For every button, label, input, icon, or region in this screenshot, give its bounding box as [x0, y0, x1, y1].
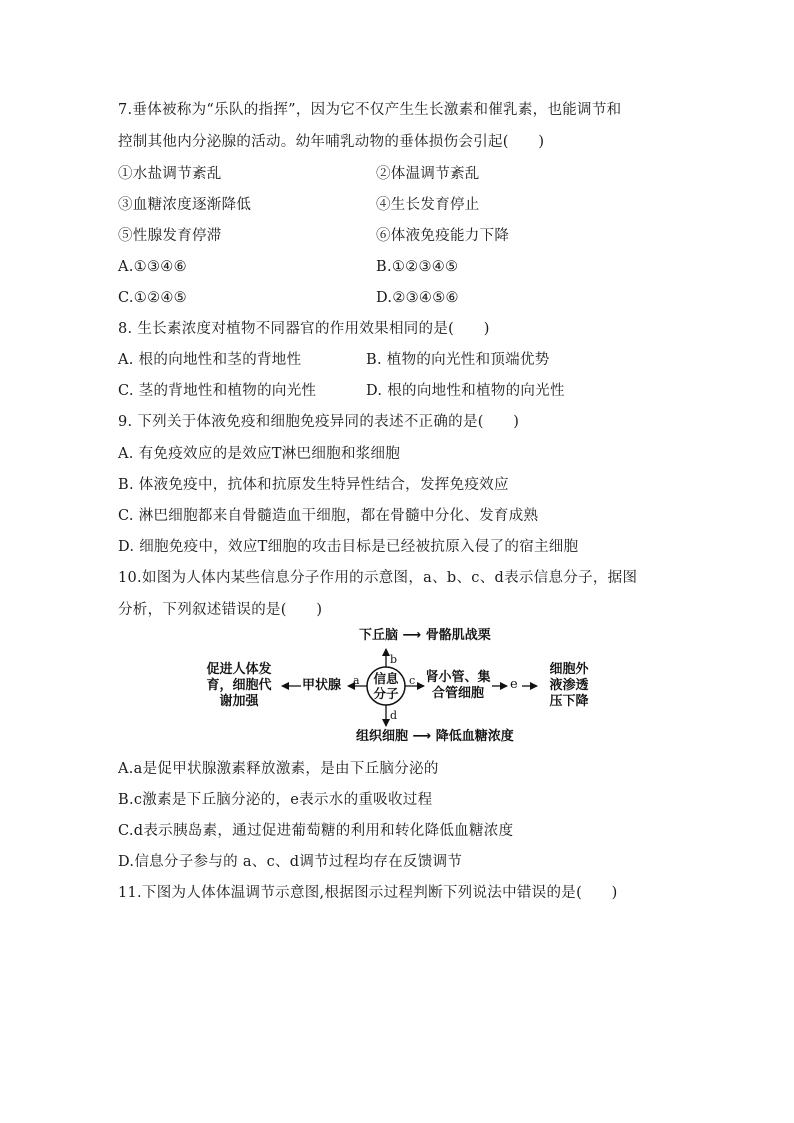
label-d: d	[390, 709, 398, 722]
q7-option-b: B.①②③④⑤	[376, 259, 459, 275]
q8-option-d: D. 根的向地性和植物的向光性	[366, 383, 565, 399]
q10-option-d: D.信息分子参与的 a、c、d调节过程均存在反馈调节	[118, 854, 463, 870]
q10-option-b: B.c激素是下丘脑分泌的，e表示水的重吸收过程	[118, 792, 433, 808]
label-e: e	[510, 677, 518, 692]
q7-item-4: ④生长发育停止	[376, 197, 480, 213]
q9-option-b: B. 体液免疫中，抗体和抗原发生特异性结合，发挥免疫效应	[118, 477, 509, 493]
q9-option-c: C. 淋巴细胞都来自骨髓造血干细胞，都在骨髓中分化、发育成熟	[118, 508, 539, 524]
q10-stem-line1: 10.如图为人体内某些信息分子作用的示意图，a、b、c、d表示信息分子，据图	[118, 570, 638, 586]
left-result-line2: 育，细胞代	[206, 678, 272, 693]
right-organ-line2: 合管细胞	[431, 686, 484, 701]
q11-stem: 11.下图为人体体温调节示意图,根据图示过程判断下列说法中错误的是( )	[118, 885, 618, 901]
thyroid-label: 甲状腺	[302, 678, 342, 693]
left-result-line3: 谢加强	[219, 694, 259, 709]
right-organ-line1: 肾小管、集	[425, 670, 491, 685]
q10-option-c: C.d表示胰岛素，通过促进葡萄糖的利用和转化降低血糖浓度	[118, 823, 514, 839]
q9-option-d: D. 细胞免疫中，效应T细胞的攻击目标是已经被抗原入侵了的宿主细胞	[118, 539, 579, 555]
q8-option-a: A. 根的向地性和茎的背地性	[118, 352, 302, 368]
label-a: a	[353, 674, 360, 687]
q7-option-d: D.②③④⑤⑥	[376, 290, 459, 306]
right-result	[540, 662, 598, 710]
q8-stem: 8. 生长素浓度对植物不同器官的作用效果相同的是( )	[118, 321, 490, 337]
bottom-label: 组织细胞 ⟶ 降低血糖浓度	[356, 729, 514, 744]
center-label-line1: 信息	[373, 671, 399, 686]
q9-option-a: A. 有免疫效应的是效应T淋巴细胞和浆细胞	[118, 446, 401, 462]
q7-stem-line2: 控制其他内分泌腺的活动。幼年哺乳动物的垂体损伤会引起( )	[118, 134, 545, 150]
q7-stem-line1: 7.垂体被称为“乐队的指挥”，因为它不仅产生生长激素和催乳素，也能调节和	[118, 102, 622, 118]
signal-molecule-diagram	[196, 626, 600, 748]
q7-item-1: ①水盐调节紊乱	[118, 166, 222, 182]
right-result-line2: 液渗透	[549, 678, 589, 693]
q10-option-a: A.a是促甲状腺激素释放激素，是由下丘脑分泌的	[118, 761, 439, 777]
q7-item-5: ⑤性腺发育停滞	[118, 228, 222, 244]
label-c: c	[409, 674, 416, 687]
q7-item-6: ⑥体液免疫能力下降	[376, 228, 510, 244]
right-result-line3: 压下降	[549, 694, 589, 709]
center-label-line2: 分子	[373, 686, 399, 701]
right-organ	[422, 670, 494, 702]
q10-stem-line2: 分析，下列叙述错误的是( )	[118, 602, 323, 618]
q8-option-c: C. 茎的背地性和植物的向光性	[118, 383, 317, 399]
left-result	[198, 662, 280, 710]
label-b: b	[390, 653, 398, 666]
q8-option-b: B. 植物的向光性和顶端优势	[366, 352, 550, 368]
left-result-line1: 促进人体发	[206, 662, 272, 677]
q7-item-3: ③血糖浓度逐渐降低	[118, 197, 252, 213]
right-result-line1: 细胞外	[549, 662, 589, 677]
center-label	[370, 671, 402, 701]
q9-stem: 9. 下列关于体液免疫和细胞免疫异同的表述不正确的是( )	[118, 414, 520, 430]
top-label: 下丘脑 ⟶ 骨骼肌战栗	[359, 628, 491, 643]
q7-option-a: A.①③④⑥	[118, 259, 187, 275]
q7-item-2: ②体温调节紊乱	[376, 166, 480, 182]
q7-option-c: C.①②④⑤	[118, 290, 187, 306]
